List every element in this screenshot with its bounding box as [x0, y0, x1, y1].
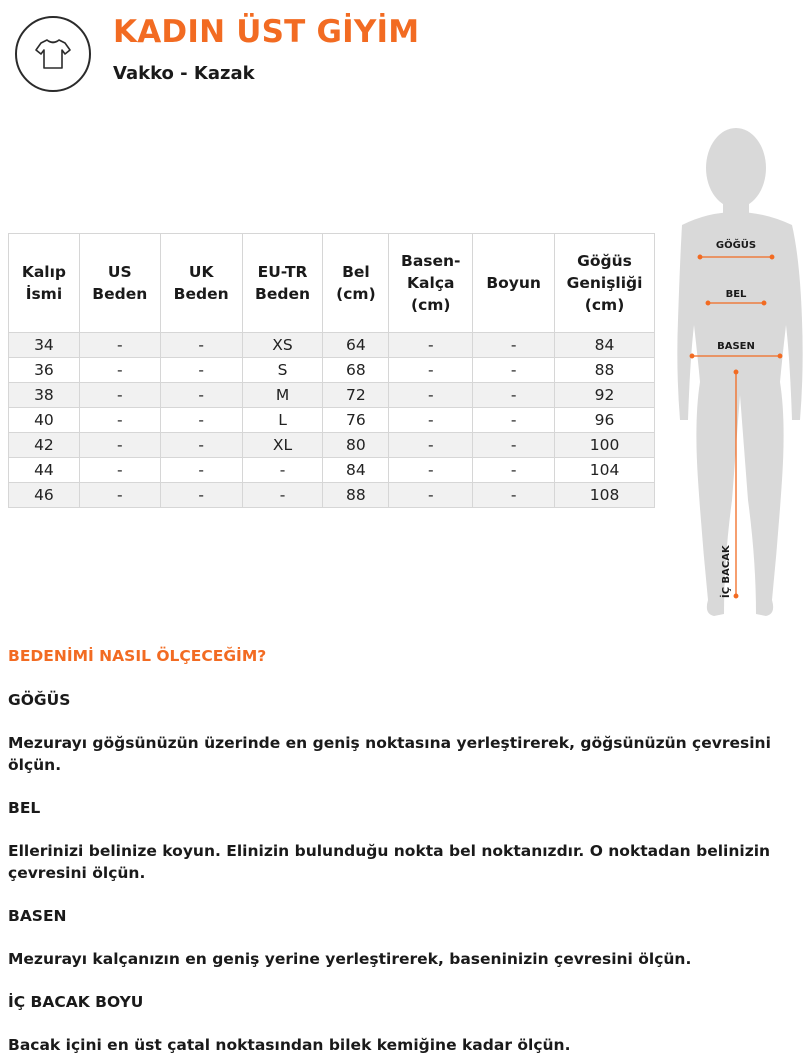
- table-cell: -: [473, 358, 555, 383]
- table-cell: -: [242, 458, 323, 483]
- table-cell: -: [79, 458, 160, 483]
- table-cell: 42: [9, 433, 80, 458]
- table-cell: -: [79, 483, 160, 508]
- table-cell: -: [389, 408, 473, 433]
- table-cell: -: [160, 358, 242, 383]
- table-cell: -: [473, 433, 555, 458]
- hip-label: BASEN: [717, 341, 755, 352]
- guide-label-waist: BEL: [8, 799, 41, 817]
- table-cell: 72: [323, 383, 389, 408]
- guide-text-hip: Mezurayı kalçanızın en geniş yerine yerleştirerek, baseninizin çevresini ölçün.: [8, 950, 692, 968]
- table-row: [9, 333, 655, 358]
- table-cell: -: [160, 483, 242, 508]
- inseam-label: İÇ BACAK: [721, 545, 732, 598]
- table-cell: -: [473, 483, 555, 508]
- guide-text-waist: Ellerinizi belinize koyun. Elinizin bulunduğu nokta bel noktanızdır. O noktadan belinizin çevresini ölçün.: [8, 842, 771, 882]
- tshirt-logo: [15, 16, 91, 92]
- table-cell: -: [389, 358, 473, 383]
- table-cell: 96: [555, 408, 655, 433]
- table-row: [9, 433, 655, 458]
- size-table: [8, 233, 655, 508]
- table-cell: 84: [555, 333, 655, 358]
- header-hip: Basen-Kalça (cm): [389, 234, 473, 333]
- table-cell: -: [473, 458, 555, 483]
- table-cell: -: [79, 433, 160, 458]
- guide-text-inseam: Bacak içini en üst çatal noktasından bilek kemiğine kadar ölçün.: [8, 1036, 571, 1054]
- table-cell: 104: [555, 458, 655, 483]
- page-title: KADIN ÜST GİYİM: [113, 14, 420, 50]
- table-cell: 80: [323, 433, 389, 458]
- table-cell: 38: [9, 383, 80, 408]
- table-cell: -: [79, 408, 160, 433]
- table-cell: 88: [323, 483, 389, 508]
- guide-label-chest: GÖĞÜS: [8, 691, 71, 709]
- table-row: [9, 408, 655, 433]
- table-cell: 36: [9, 358, 80, 383]
- table-row: [9, 358, 655, 383]
- table-cell: -: [79, 383, 160, 408]
- table-cell: 76: [323, 408, 389, 433]
- chest-label: GÖĞÜS: [715, 240, 757, 251]
- table-cell: -: [389, 333, 473, 358]
- table-row: [9, 483, 655, 508]
- table-cell: -: [389, 433, 473, 458]
- table-cell: -: [79, 358, 160, 383]
- table-cell: -: [160, 433, 242, 458]
- table-cell: -: [160, 458, 242, 483]
- table-cell: -: [473, 333, 555, 358]
- guide-label-hip: BASEN: [8, 907, 67, 925]
- table-cell: -: [79, 333, 160, 358]
- table-cell: -: [389, 383, 473, 408]
- header-chest-width: Göğüs Genişliği (cm): [555, 234, 655, 333]
- header-waist: Bel (cm): [323, 234, 389, 333]
- page-subtitle: Vakko - Kazak: [113, 63, 255, 84]
- table-row: [9, 458, 655, 483]
- guide-label-inseam: İÇ BACAK BOYU: [8, 993, 144, 1011]
- table-cell: XS: [242, 333, 323, 358]
- waist-label: BEL: [725, 289, 747, 300]
- guide-text-chest: Mezurayı göğsünüzün üzerinde en geniş noktasına yerleştirerek, göğsünüzün çevresini ölçün.: [8, 734, 771, 774]
- tshirt-icon: [34, 37, 72, 71]
- table-cell: 88: [555, 358, 655, 383]
- table-cell: 46: [9, 483, 80, 508]
- table-cell: -: [389, 483, 473, 508]
- table-cell: XL: [242, 433, 323, 458]
- table-cell: -: [473, 383, 555, 408]
- header-eu-tr-size: EU-TR Beden: [242, 234, 323, 333]
- table-cell: -: [160, 408, 242, 433]
- header-neck: Boyun: [473, 234, 555, 333]
- table-cell: 84: [323, 458, 389, 483]
- table-row: [9, 383, 655, 408]
- table-cell: -: [242, 483, 323, 508]
- table-cell: S: [242, 358, 323, 383]
- table-cell: 100: [555, 433, 655, 458]
- body-silhouette: [677, 128, 802, 616]
- table-cell: 44: [9, 458, 80, 483]
- measurement-guide: [8, 645, 803, 1056]
- table-cell: 92: [555, 383, 655, 408]
- table-cell: -: [389, 458, 473, 483]
- table-cell: 34: [9, 333, 80, 358]
- header-pattern-name: Kalıp İsmi: [9, 234, 80, 333]
- header-uk-size: UK Beden: [160, 234, 242, 333]
- table-cell: -: [160, 383, 242, 408]
- guide-heading: BEDENİMİ NASIL ÖLÇECEĞİM?: [8, 647, 267, 665]
- table-cell: L: [242, 408, 323, 433]
- body-measurement-figure: [668, 120, 808, 620]
- table-cell: 108: [555, 483, 655, 508]
- table-cell: 40: [9, 408, 80, 433]
- table-cell: -: [473, 408, 555, 433]
- table-cell: 68: [323, 358, 389, 383]
- table-cell: M: [242, 383, 323, 408]
- table-header-row: [9, 234, 655, 333]
- table-cell: 64: [323, 333, 389, 358]
- table-cell: -: [160, 333, 242, 358]
- header-us-size: US Beden: [79, 234, 160, 333]
